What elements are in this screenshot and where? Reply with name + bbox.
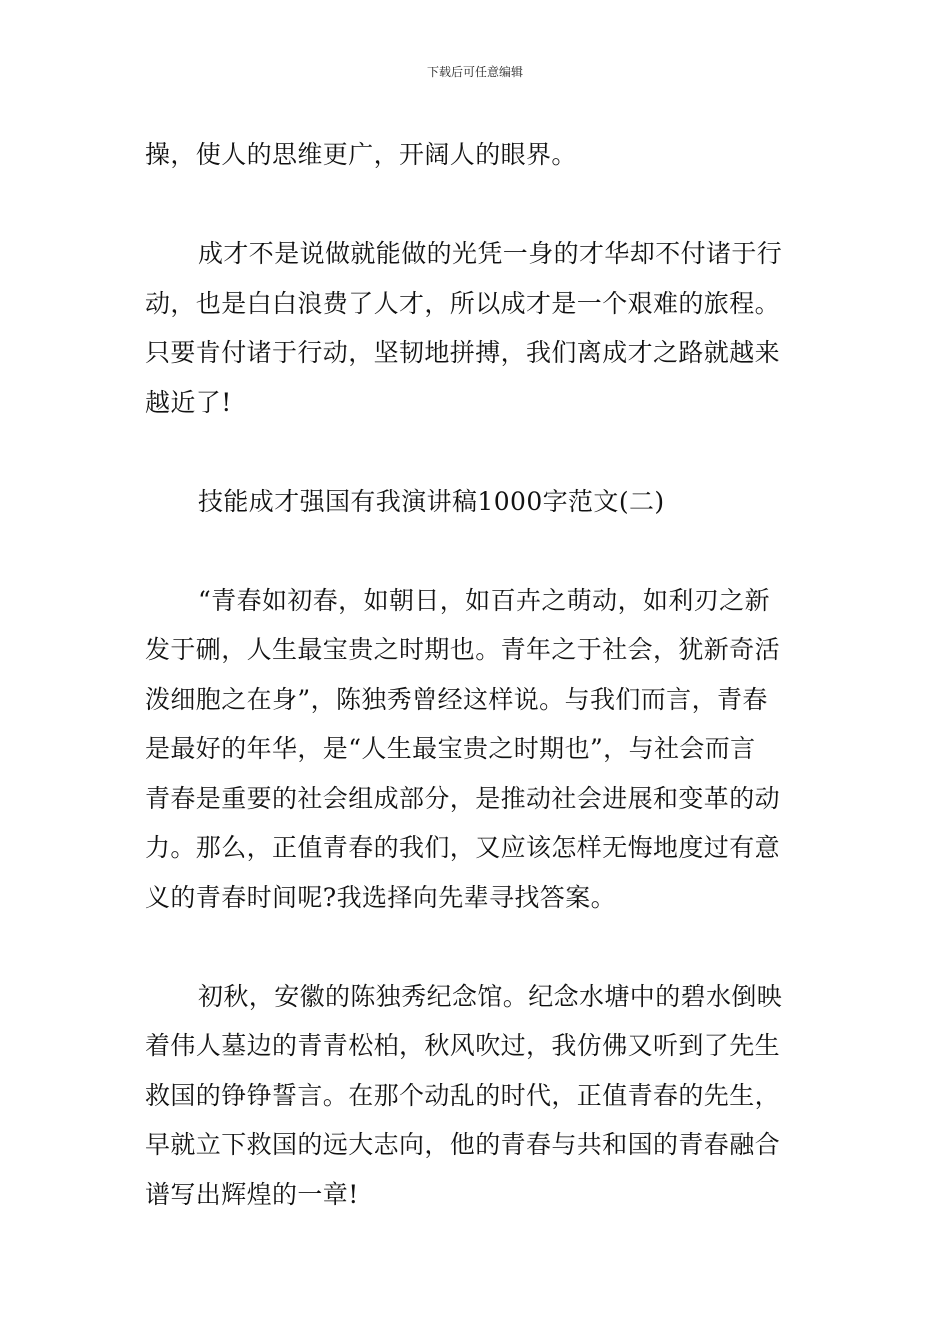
paragraph-line: 青春是重要的社会组成部分，是推动社会进展和变革的动 [145, 783, 781, 813]
paragraph-line: 力。那么，正值青春的我们，又应该怎样无悔地度过有意 [145, 833, 781, 862]
paragraph-line: 义的青春时间呢?我选择向先辈寻找答案。 [145, 882, 617, 912]
paragraph-line: 只要肯付诸于行动，坚韧地拼搏，我们离成才之路就越来 [145, 338, 781, 367]
paragraph-line: 是最好的年华，是“人生最宝贵之时期也”，与社会而言 [145, 734, 756, 763]
paragraph-line: 泼细胞之在身”，陈独秀曾经这样说。与我们而言，青春 [145, 684, 768, 714]
paragraph-line: 谱写出辉煌的一章! [145, 1179, 359, 1209]
paragraph-line: 越近了! [145, 387, 232, 417]
paragraph-line: 救国的铮铮誓言。在那个动乱的时代，正值青春的先生， [145, 1080, 781, 1110]
paragraph-line: 操，使人的思维更广，开阔人的眼界。 [145, 140, 577, 169]
document-body [145, 130, 809, 1269]
paragraph-1 [145, 130, 809, 180]
paragraph-line: 动，也是白白浪费了人才，所以成才是一个艰难的旅程。 [145, 288, 781, 318]
paragraph-2 [145, 229, 809, 427]
paragraph-line: 早就立下救国的远大志向，他的青春与共和国的青春融合 [145, 1130, 781, 1159]
paragraph-3 [145, 576, 809, 923]
section-heading [145, 477, 809, 527]
page-header: 下载后可任意编辑 [426, 65, 523, 79]
paragraph-line: 初秋，安徽的陈独秀纪念馆。纪念水塘中的碧水倒映 [198, 981, 783, 1011]
section-heading-text: 技能成才强国有我演讲稿1000字范文(二) [198, 486, 665, 516]
paragraph-line: 着伟人墓边的青青松柏，秋风吹过，我仿佛又听到了先生 [145, 1031, 781, 1060]
paragraph-line: 发于硎，人生最宝贵之时期也。青年之于社会，犹新奇活 [145, 635, 781, 664]
paragraph-line: “青春如初春，如朝日，如百卉之萌动，如利刃之新 [198, 585, 770, 615]
paragraph-4 [145, 972, 809, 1220]
paragraph-line: 成才不是说做就能做的光凭一身的才华却不付诸于行 [198, 239, 783, 268]
